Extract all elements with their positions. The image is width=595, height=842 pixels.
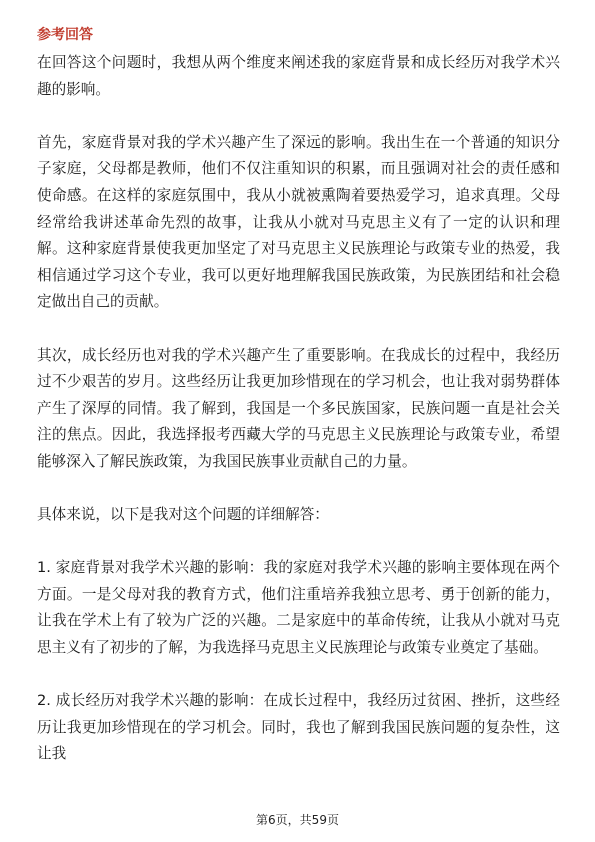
section-heading: 参考回答 bbox=[37, 27, 93, 43]
paragraph-point-1: 1. 家庭背景对我学术兴趣的影响：我的家庭对我学术兴趣的影响主要体现在两个方面。一是父母对我的教育方式，他们注重培养我独立思考、勇于创新的能力，让我在学术上有了较为广泛的兴趣。二是家庭中的革命传统，让我从小就对马克思主义有了初步的了解，为我选择马克思主义民族理论与政策专业奠定了基础。 bbox=[37, 559, 560, 657]
answer-body bbox=[37, 50, 560, 768]
paragraph-point-2: 2. 成长经历对我学术兴趣的影响：在成长过程中，我经历过贫困、挫折，这些经历让我更加珍惜现在的学习机会。同时，我也了解到我国民族问题的复杂性，这让我 bbox=[37, 692, 560, 763]
paragraph-intro: 在回答这个问题时，我想从两个维度来阐述我的家庭背景和成长经历对我学术兴趣的影响。 bbox=[37, 54, 560, 98]
paragraph-detail-intro: 具体来说，以下是我对这个问题的详细解答： bbox=[37, 506, 329, 524]
paragraph-family-background: 首先，家庭背景对我的学术兴趣产生了深远的影响。我出生在一个普通的知识分子家庭，父母都是教师，他们不仅注重知识的积累，而且强调对社会的责任感和使命感。在这样的家庭氛围中，我从小就被熏陶着要热爱学习，追求真理。父母经常给我讲述革命先烈的故事，让我从小就对马克思主义有了一定的认识和理解。这种家庭背景使我更加坚定了对马克思主义民族理论与政策专业的热爱，我相信通过学习这个专业，我可以更好地理解我国民族政策，为民族团结和社会稳定做出自己的贡献。 bbox=[37, 133, 560, 311]
paragraph-growth-experience: 其次，成长经历也对我的学术兴趣产生了重要影响。在我成长的过程中，我经历过不少艰苦的岁月。这些经历让我更加珍惜现在的学习机会，也让我对弱势群体产生了深厚的同情。我了解到，我国是一个多民族国家，民族问题一直是社会关注的焦点。因此，我选择报考西藏大学的马克思主义民族理论与政策专业，希望能够深入了解民族政策，为我国民族事业贡献自己的力量。 bbox=[37, 346, 560, 470]
page-number: 第6页，共59页 bbox=[256, 813, 339, 827]
